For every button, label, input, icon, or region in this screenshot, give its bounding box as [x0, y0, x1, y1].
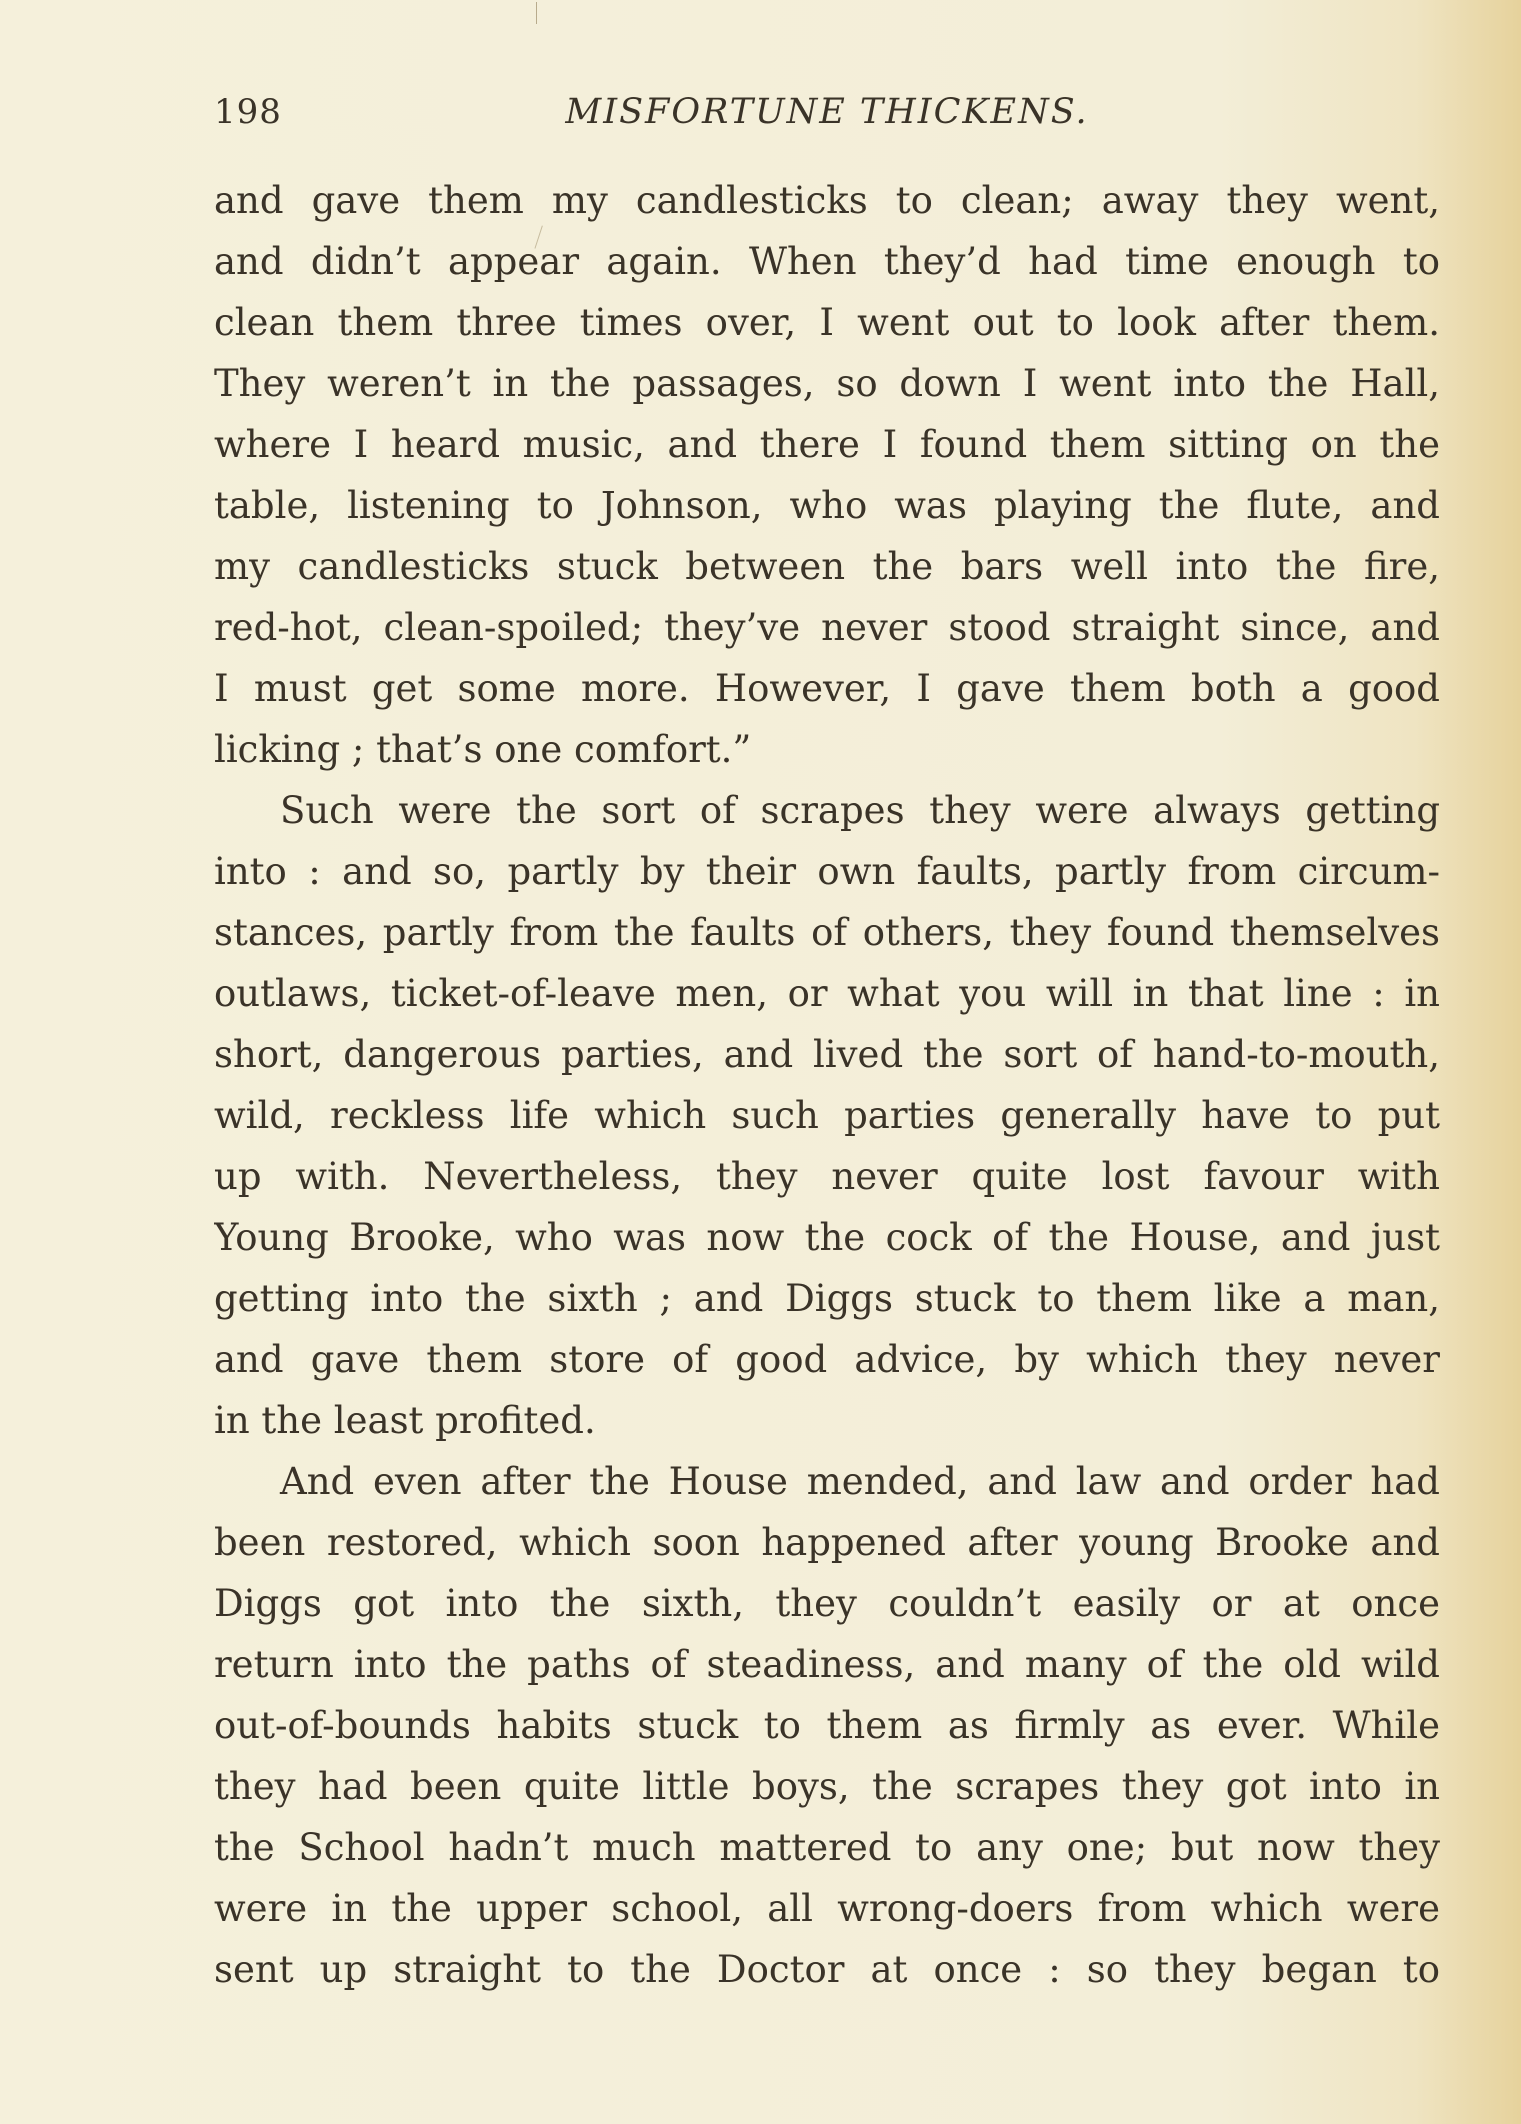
text-line: licking ; that’s one comfort.”: [214, 728, 752, 771]
text-line: clean them three times over, I went out to look after them.: [214, 301, 1440, 344]
text-line: I must get some more. However, I gave them both a good: [214, 667, 1440, 710]
paragraph-first-line: Such were the sort of scrapes they were always getting: [280, 789, 1440, 832]
text-line: the School hadn’t much mattered to any one; but now they: [214, 1826, 1440, 1869]
text-line: short, dangerous parties, and lived the sort of hand-to-mouth,: [214, 1033, 1440, 1076]
text-line: getting into the sixth ; and Diggs stuck to them like a man,: [214, 1277, 1440, 1320]
text-line: wild, reckless life which such parties generally have to put: [214, 1094, 1440, 1137]
text-line: and gave them store of good advice, by which they never: [214, 1338, 1440, 1381]
text-line: been restored, which soon happened after young Brooke and: [214, 1521, 1440, 1564]
text-line: stances, partly from the faults of others, they found themselves: [214, 911, 1440, 954]
text-line: out-of-bounds habits stuck to them as firmly as ever. While: [214, 1704, 1440, 1747]
page-header: [214, 92, 1440, 152]
text-line: they had been quite little boys, the scrapes they got into in: [214, 1765, 1440, 1808]
page-number: 198: [214, 92, 282, 132]
body-text: [214, 170, 1440, 2000]
text-line: table, listening to Johnson, who was playing the flute, and: [214, 484, 1440, 527]
text-line: They weren’t in the passages, so down I went into the Hall,: [214, 362, 1440, 405]
text-line: in the least profited.: [214, 1399, 596, 1442]
text-line: my candlesticks stuck between the bars well into the fire,: [214, 545, 1440, 588]
text-line: red-hot, clean-spoiled; they’ve never stood straight since, and: [214, 606, 1440, 649]
text-line: sent up straight to the Doctor at once : so they began to: [214, 1948, 1440, 1991]
text-line: were in the upper school, all wrong-doers from which were: [214, 1887, 1440, 1930]
text-line: Young Brooke, who was now the cock of the House, and just: [214, 1216, 1440, 1259]
text-line: outlaws, ticket-of-leave men, or what you will in that line : in: [214, 972, 1440, 1015]
text-line: Diggs got into the sixth, they couldn’t easily or at once: [214, 1582, 1440, 1625]
text-line: and gave them my candlesticks to clean; away they went,: [214, 179, 1440, 222]
text-line: up with. Nevertheless, they never quite lost favour with: [214, 1155, 1440, 1198]
paragraph-first-line: And even after the House mended, and law and order had: [280, 1460, 1440, 1503]
text-line: and didn’t appear again. When they’d had time enough to: [214, 240, 1440, 283]
page-margin-mark: [536, 2, 537, 24]
text-line: into : and so, partly by their own faults, partly from circum-: [214, 850, 1440, 893]
running-title: MISFORTUNE THICKENS.: [565, 92, 1089, 132]
text-line: return into the paths of steadiness, and many of the old wild: [214, 1643, 1440, 1686]
text-line: where I heard music, and there I found them sitting on the: [214, 423, 1440, 466]
